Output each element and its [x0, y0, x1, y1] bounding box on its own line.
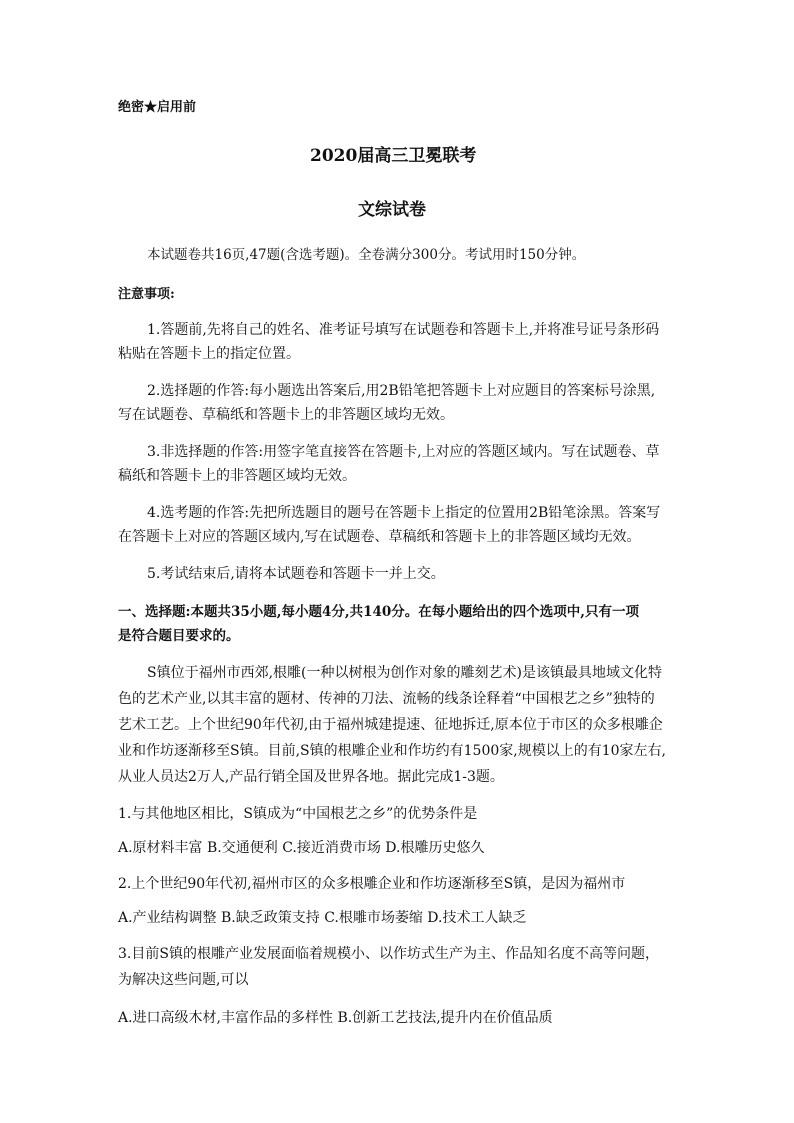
question-3-options: A.进口高级木材,丰富作品的多样性 B.创新工艺技法,提升内在价值品质	[118, 1010, 553, 1026]
passage-line-5: 从业人员达2万人,产品行销全国及世界各地。据此完成1-3题。	[118, 769, 504, 785]
notice-item-1-line-1: 1.答题前,先将自己的姓名、准考证号填写在试题卷和答题卡上,并将准号证号条形码	[147, 322, 660, 338]
notice-item-1-line-2: 粘贴在答题卡上的指定位置。	[118, 346, 300, 362]
passage-line-2: 色的艺术产业,以其丰富的题材、传神的刀法、流畅的线条诠释着“中国根艺之乡”独特的	[118, 691, 655, 707]
notice-item-3-line-1: 3.非选择题的作答:用签字笔直接答在答题卡,上对应的答题区域内。写在试题卷、草	[147, 444, 660, 460]
notice-item-4-line-2: 在答题卡上对应的答题区域内,写在试题卷、草稿纸和答题卡上的非答题区域均无效。	[118, 529, 641, 545]
notice-item-5-line-1: 5.考试结束后,请将本试题卷和答题卡一并上交。	[147, 566, 445, 582]
question-1-stem: 1.与其他地区相比，S镇成为“中国根艺之乡”的优势条件是	[118, 806, 478, 822]
notice-item-3-line-2: 稿纸和答题卡上的非答题区域均无效。	[118, 468, 356, 484]
question-3-stem-line-1: 3.目前S镇的根雕产业发展面临着规模小、以作坊式生产为主、作品知名度不高等问题，	[118, 946, 659, 962]
passage-line-3: 艺术工艺。上个世纪90年代初,由于福州城建提速、征地拆迁,原本位于市区的众多根雕企	[118, 717, 663, 733]
question-1-options: A.原材料丰富 B.交通便利 C.接近消费市场 D.根雕历史悠久	[118, 840, 485, 856]
notice-heading: 注意事项:	[118, 287, 175, 302]
exam-subtitle: 文综试卷	[358, 200, 426, 220]
secret-label: 绝密★启用前	[118, 100, 197, 115]
notice-item-4-line-1: 4.选考题的作答:先把所选题目的题号在答题卡上指定的位置用2B铅笔涂黑。答案写	[147, 505, 661, 521]
question-2-stem: 2.上个世纪90年代初,福州市区的众多根雕企业和作坊逐渐移至S镇，是因为福州市	[118, 876, 626, 892]
section-1-heading-line-2: 是符合题目要求的。	[118, 628, 240, 644]
notice-item-2-line-2: 写在试题卷、草稿纸和答题卡上的非答题区域均无效。	[118, 407, 454, 423]
notice-item-2-line-1: 2.选择题的作答:每小题选出答案后,用2B铅笔把答题卡上对应题目的答案标号涂黑,	[147, 383, 656, 399]
question-3-stem-line-2: 为解决这些问题,可以	[118, 972, 249, 988]
question-2-options: A.产业结构调整 B.缺乏政策支持 C.根雕市场萎缩 D.技术工人缺乏	[118, 910, 527, 926]
passage-line-1: S镇位于福州市西郊,根雕(一种以树根为创作对象的雕刻艺术)是该镇最具地域文化特	[147, 665, 662, 681]
passage-line-4: 业和作坊逐渐移至S镇。目前,S镇的根雕企业和作坊约有1500家,规模以上的有10家左右,	[118, 743, 666, 759]
section-1-heading-line-1: 一、选择题:本题共35小题,每小题4分,共140分。在每小题给出的四个选项中,只有一项	[118, 604, 639, 620]
intro-text: 本试题卷共16页,47题(含选考题)。全卷满分300分。考试用时150分钟。	[147, 247, 586, 263]
exam-title: 2020届高三卫冕联考	[310, 146, 477, 166]
